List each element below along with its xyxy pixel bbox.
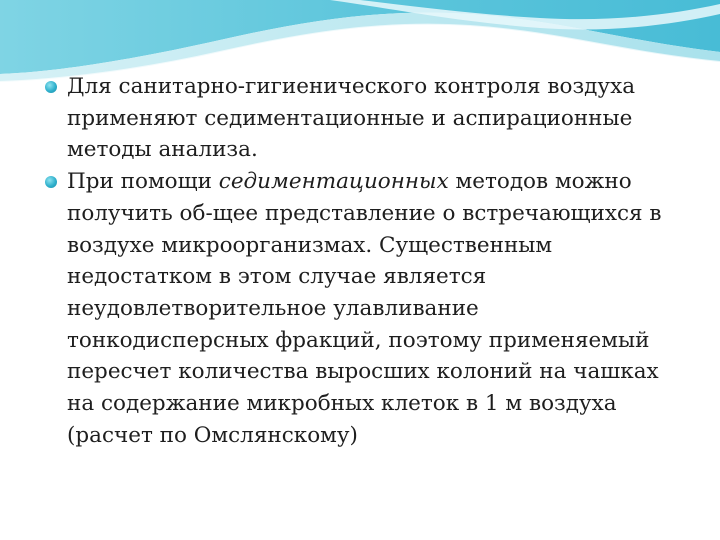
emphasized-term: седиментационных — [218, 169, 449, 195]
text-line: Для санитарно-гигиенического контроля воздуха — [67, 74, 636, 99]
text-line: пересчет количества выросших колоний на чашках — [67, 359, 659, 385]
bullet-item-1 — [45, 71, 715, 166]
text-prefix: При помощи — [67, 169, 219, 195]
text-line: (расчет по Омслянскому) — [67, 422, 358, 448]
text-line: неудовлетворительное улавливание — [67, 295, 479, 321]
text-line: получить об-щее представление о встречающихся в — [67, 200, 662, 226]
text-line: воздухе микроорганизмах. Существенным — [67, 232, 553, 258]
text-line: тонкодисперсных фракций, поэтому применяемый — [67, 327, 650, 353]
text-line: применяют седиментационные и аспирационные — [67, 105, 633, 131]
bullet-dot-icon — [45, 176, 57, 188]
bullet-item-2 — [45, 166, 715, 451]
text-suffix: методов можно — [448, 169, 632, 195]
bullet-dot-icon — [45, 81, 57, 93]
text-line: на содержание микробных клеток в 1 м воздуха — [67, 391, 617, 417]
text-line — [67, 166, 715, 198]
text-line: методы анализа. — [67, 137, 258, 163]
bullet-list — [45, 71, 715, 451]
text-line: недостатком в этом случае является — [67, 264, 487, 290]
